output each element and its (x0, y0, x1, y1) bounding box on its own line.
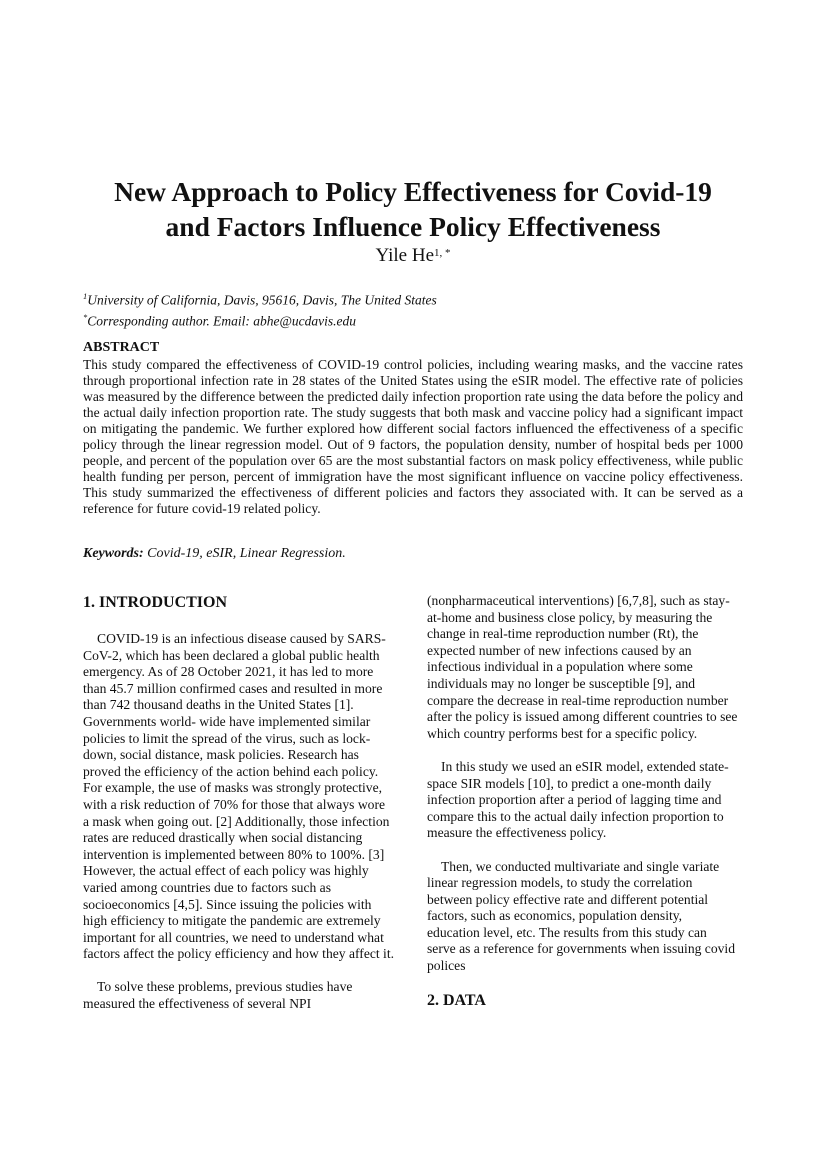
affiliation-1 (83, 288, 437, 309)
introduction-heading: 1. INTRODUCTION (83, 594, 228, 611)
author-name: Yile He (375, 245, 435, 266)
affiliations (83, 288, 437, 329)
author-marks: 1, * (434, 247, 451, 259)
keywords-label: Keywords: (83, 546, 144, 561)
abstract-heading: ABSTRACT (83, 340, 160, 355)
affiliation-2 (83, 309, 437, 330)
intro-paragraph-5: Then, we conducted multivariate and single variate linear regression models, to study the correlation between policy effective rate and different potential factors, such as economics, population density, education level, etc. The results from this study can serve as a reference for governments when issuing covid polices (427, 858, 736, 974)
intro-paragraph-4: In this study we used an eSIR model, extended state-space SIR models [10], to predict a one-month daily infection proportion after a period of lagging time and compare this to the actual daily infection proportion to measure the effectiveness policy. (427, 758, 729, 841)
author-line (0, 244, 826, 268)
data-heading: 2. DATA (427, 991, 486, 1009)
right-column (427, 593, 738, 1011)
affiliation-1-text: University of California, Davis, 95616, Davis, The United States (87, 292, 437, 308)
title-line-1: New Approach to Policy Effectiveness for Covid-19 (114, 176, 712, 207)
affiliation-1-mark: 1 (83, 291, 88, 301)
abstract-text: This study compared the effectiveness of COVID-19 control policies, including wearing masks, and the vaccine rates through proportional infection rate in 28 states of the United States using the eSIR model. The effective rate of policies was measured by the difference between the predicted daily infection proportion rate using the data before the policy and the actual daily infection proportion rate. The study suggests that both mask and vaccine policy had a significant impact on mitigating the pandemic. We further explored how different social factors influenced the effectiveness of a specific policy through the linear regression model. Out of 9 factors, the population density, number of hospital beds per 1000 people, and percent of the population over 65 are the most substantial factors on mask policy effectiveness, while public health funding per person, percent of immigration have the most significant influence on vaccine policy effectiveness. This study summarized the effectiveness of different policies and factors they associated with. It can be served as a reference for future covid-19 related policy. (83, 357, 743, 517)
affiliation-2-text: Corresponding author. Email: abhe@ucdavis.edu (87, 313, 357, 328)
keywords-text: Covid-19, eSIR, Linear Regression. (147, 546, 346, 561)
affiliation-2-mark: * (83, 311, 88, 322)
left-column (83, 593, 394, 1013)
paper-title (40, 174, 786, 244)
intro-paragraph-1: COVID-19 is an infectious disease caused by SARS-CoV-2, which has been declared a global public health emergency. As of 28 October 2021, it has led to more than 45.7 million confirmed cases and resulted in more than 742 thousand deaths in the United States [1]. Governments world- wide have implemented similar policies to limit the spread of the virus, such as lock-down, social distance, mask policies. Research has proved the efficiency of the action behind each policy. For example, the use of masks was strongly protective, with a risk reduction of 70% for those that always wore a mask when going out. [2] Additionally, those infection rates are reduced drastically when social distancing intervention is implemented between 80% to 100%. [3] However, the actual effect of each policy was highly varied among countries due to factors such as socioeconomics [4,5]. Since issuing the policies with high efficiency to mitigate the pandemic are extremely important for all countries, we need to understand what factors affect the policy efficiency and how they affect it. (83, 631, 395, 962)
keywords (83, 545, 346, 562)
title-line-2: and Factors Influence Policy Effectiveness (165, 211, 661, 242)
intro-paragraph-2: To solve these problems, previous studies have measured the effectiveness of several NPI (83, 979, 353, 1012)
intro-paragraph-3: (nonpharmaceutical interventions) [6,7,8], such as stay-at-home and business close policy, by measuring the change in real-time reproduction number (Rt), the expected number of new infections caused by an infectious individual in a population where some individuals may no longer be susceptible [9], and compare the decrease in real-time reproduction number after the policy is issued among different countries to see which country performs best for a specific policy. (427, 593, 738, 741)
